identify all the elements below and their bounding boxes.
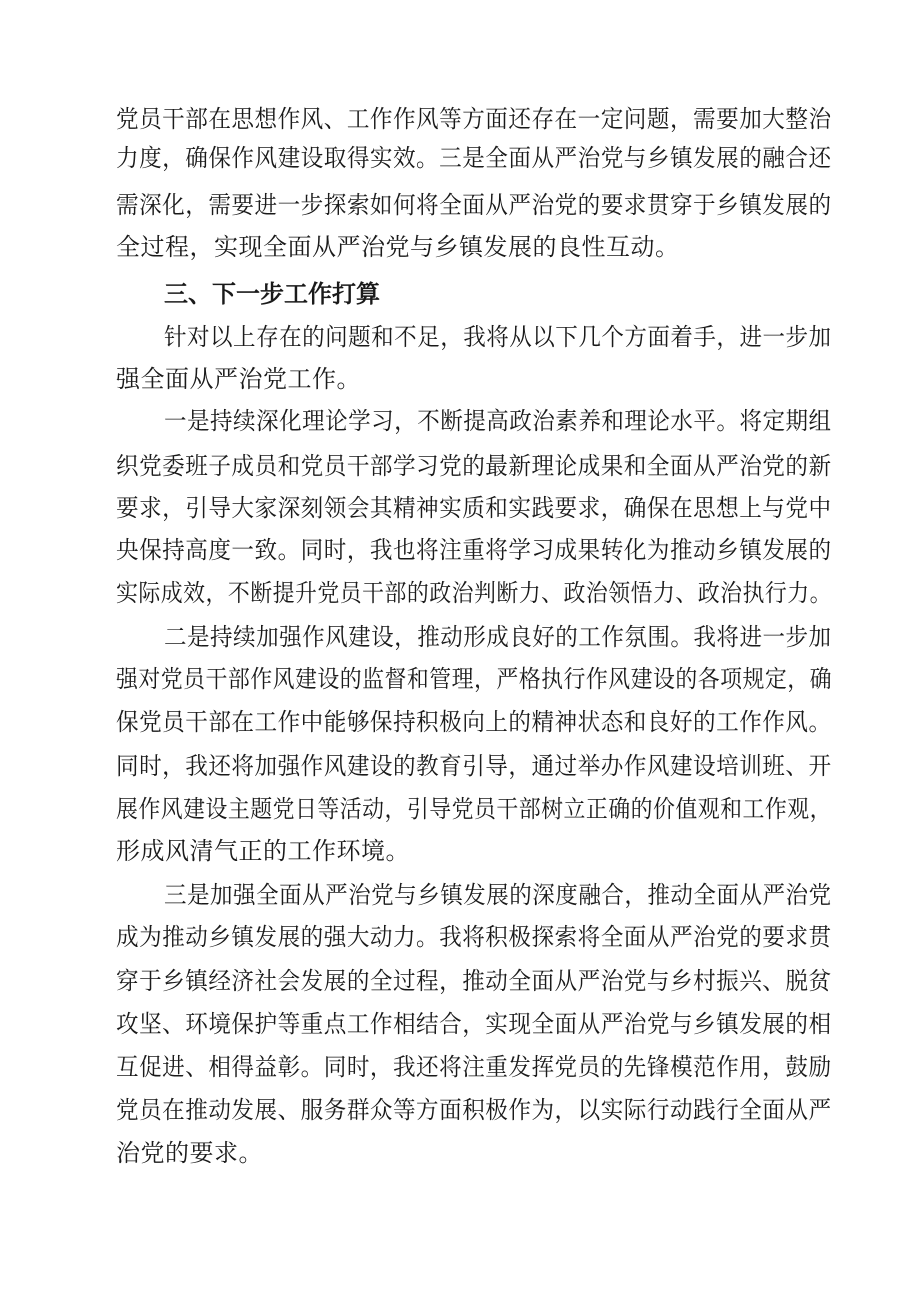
text-line: 互促进、相得益彰。同时，我还将注重发挥党员的先锋模范作用，鼓励	[116, 1053, 832, 1081]
text-line: 针对以上存在的问题和不足，我将从以下几个方面着手，进一步加	[164, 323, 832, 351]
text-line: 党员干部在思想作风、工作作风等方面还存在一定问题，需要加大整治	[116, 105, 832, 133]
section-heading: 三、下一步工作打算	[164, 280, 380, 308]
text-line: 穿于乡镇经济社会发展的全过程，推动全面从严治党与乡村振兴、脱贫	[116, 967, 832, 995]
text-line: 强全面从严治党工作。	[116, 365, 361, 393]
text-line: 全过程，实现全面从严治党与乡镇发展的良性互动。	[116, 233, 680, 261]
text-line: 三是加强全面从严治党与乡镇发展的深度融合，推动全面从严治党	[164, 881, 832, 909]
text-line: 二是持续加强作风建设，推动形成良好的工作氛围。我将进一步加	[164, 623, 832, 651]
text-line: 成为推动乡镇发展的强大动力。我将积极探索将全面从严治党的要求贯	[116, 923, 832, 951]
text-line: 实际成效，不断提升党员干部的政治判断力、政治领悟力、政治执行力。	[116, 579, 833, 607]
text-line: 党员在推动发展、服务群众等方面积极作为，以实际行动践行全面从严	[116, 1096, 832, 1124]
text-line: 织党委班子成员和党员干部学习党的最新理论成果和全面从严治党的新	[116, 452, 832, 480]
text-line: 强对党员干部作风建设的监督和管理，严格执行作风建设的各项规定，确	[116, 665, 833, 693]
text-line: 保党员干部在工作中能够保持积极向上的精神状态和良好的工作作风。	[116, 708, 832, 736]
text-line: 央保持高度一致。同时，我也将注重将学习成果转化为推动乡镇发展的	[116, 536, 832, 564]
text-line: 同时，我还将加强作风建设的教育引导，通过举办作风建设培训班、开	[116, 752, 832, 780]
text-line: 需深化，需要进一步探索如何将全面从严治党的要求贯穿于乡镇发展的	[116, 191, 832, 219]
text-line: 一是持续深化理论学习，不断提高政治素养和理论水平。将定期组	[164, 407, 832, 435]
text-line: 力度，确保作风建设取得实效。三是全面从严治党与乡镇发展的融合还	[116, 144, 832, 172]
text-line: 形成风清气正的工作环境。	[116, 837, 410, 865]
text-line: 要求，引导大家深刻领会其精神实质和实践要求，确保在思想上与党中	[116, 494, 832, 522]
text-line: 治党的要求。	[116, 1139, 263, 1167]
text-line: 展作风建设主题党日等活动，引导党员干部树立正确的价值观和工作观，	[116, 795, 833, 823]
text-line: 攻坚、环境保护等重点工作相结合，实现全面从严治党与乡镇发展的相	[116, 1010, 832, 1038]
